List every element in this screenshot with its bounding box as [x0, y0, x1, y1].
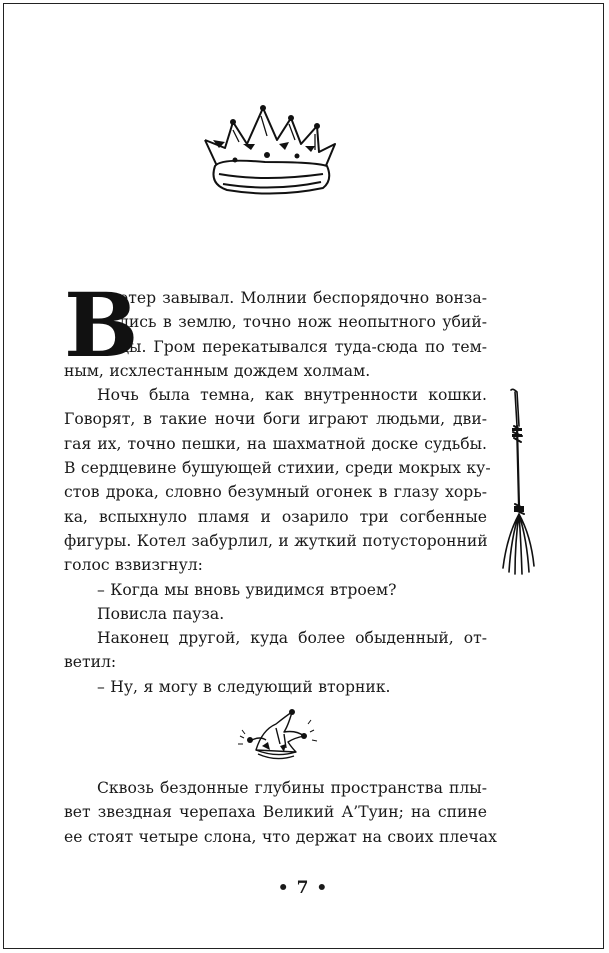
text-line: ее стоят четыре слона, что держат на своих плечах	[64, 827, 497, 846]
text-line: Наконец другой, куда более обыденный, от-	[97, 629, 487, 648]
dialogue-line: – Ну, я могу в следующий вторник.	[97, 677, 391, 696]
text-line: вет звездная черепаха Великий А’Туин; на спине	[64, 803, 487, 822]
text-line: гая их, точно пешки, на шахматной доске судьбы.	[64, 434, 487, 453]
text-line: ным, исхлестанным дождем холмам.	[64, 361, 371, 380]
text-line: ка, вспыхнуло пламя и озарило три согбенные	[64, 507, 487, 526]
jester-hat-icon	[232, 706, 322, 766]
dialogue-line: – Когда мы вновь увидимся втроем?	[97, 580, 397, 599]
text-line: Сквозь бездонные глубины пространства плы-	[97, 779, 487, 797]
body-text-continued	[64, 776, 497, 849]
page-number-value: 7	[296, 878, 313, 898]
text-line: В сердцевине бушующей стихии, среди мокрых ку-	[64, 459, 491, 478]
text-line: лись в землю, точно нож неопытного убий-	[119, 313, 487, 332]
text-line: стов дрока, словно безумный огонек в глазу хорь-	[64, 483, 487, 502]
text-line: фигуры. Котел забурлил, и жуткий потусторонний	[64, 531, 488, 550]
text-line: етер завывал. Молнии беспорядочно вонза-	[119, 289, 487, 307]
text-line: цы. Гром перекатывался туда-сюда по тем-	[119, 337, 487, 356]
page-number	[0, 878, 609, 898]
bullet-icon: •	[316, 878, 332, 898]
body-text	[64, 273, 491, 699]
text-line: Ночь была темна, как внутренности кошки.	[97, 386, 487, 405]
broom-icon	[497, 386, 537, 578]
text-line: голос взвизгнул:	[64, 556, 203, 575]
drop-cap: В	[64, 273, 139, 377]
crown-icon	[195, 100, 343, 205]
bullet-icon: •	[277, 878, 293, 898]
text-line: Говорят, в такие ночи боги играют людьми, дви-	[64, 410, 487, 429]
text-line: Повисла пауза.	[97, 604, 225, 623]
text-line: ветил:	[64, 653, 117, 672]
